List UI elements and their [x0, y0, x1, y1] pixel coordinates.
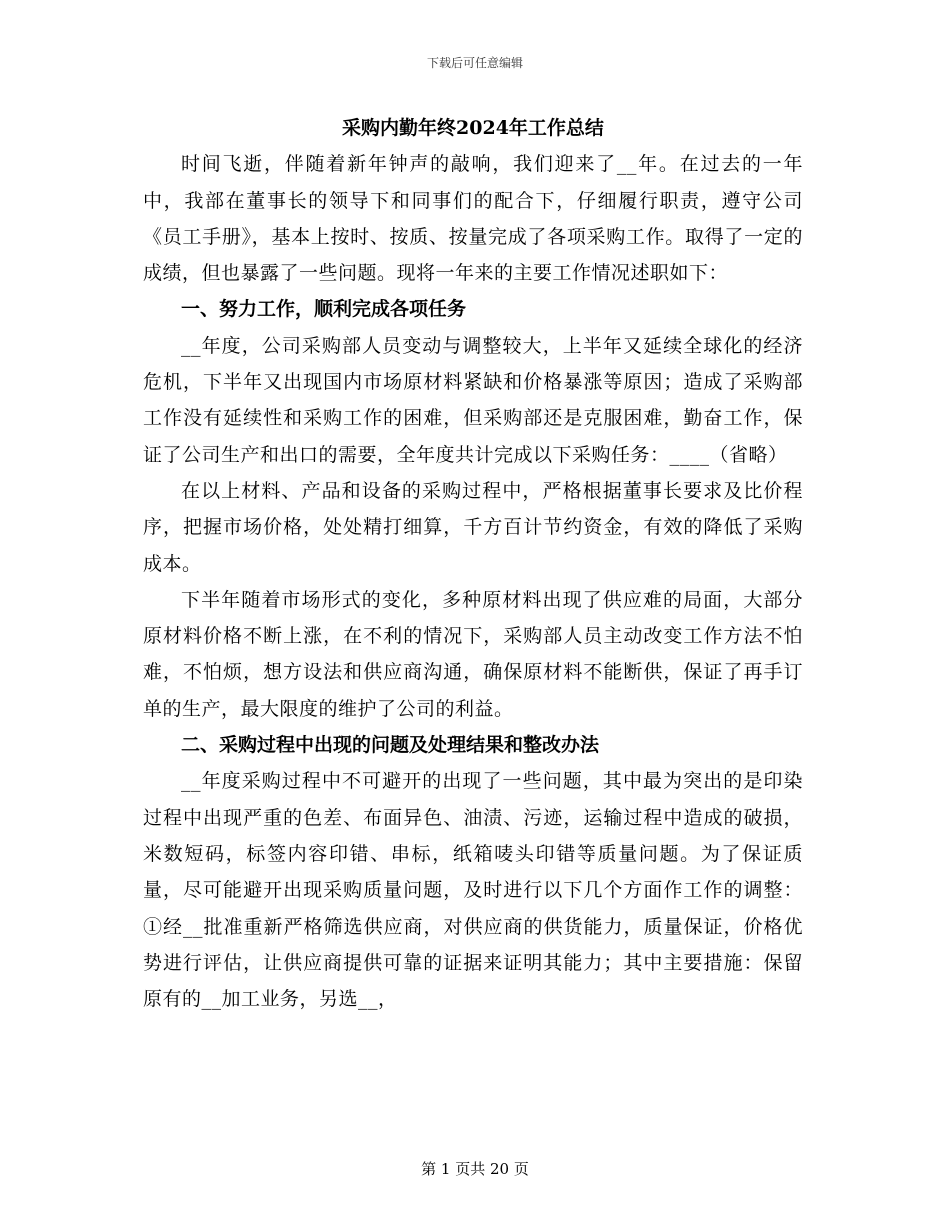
document-title: 采购内勤年终2024年工作总结 [342, 117, 604, 139]
section-heading-2: 二、采购过程中出现的问题及处理结果和整改办法 [181, 734, 600, 757]
paragraph-tasks: __年度，公司采购部人员变动与调整较大，上半年又延续全球化的经济危机，下半年又出现国内市场原材料紧缺和价格暴涨等原因；造成了采购部工作没有延续性和采购工作的困难，但采购部还是克服困难，勤奋工作，保证了公司生产和出口的需要，全年度共计完成以下采购任务：____（省略） [143, 334, 803, 466]
section-heading-1: 一、努力工作，顺利完成各项任务 [181, 298, 467, 321]
page-header: 下载后可任意编辑 [426, 56, 523, 70]
document-body [143, 110, 803, 1017]
paragraph-intro: 时间飞逝，伴随着新年钟声的敲响，我们迎来了__年。在过去的一年中，我部在董事长的领导下和同事们的配合下，仔细履行职责，遵守公司《员工手册》，基本上按时、按质、按量完成了各项采购工作。取得了一定的成绩，但也暴露了一些问题。现将一年来的主要工作情况述职如下： [143, 153, 803, 285]
paragraph-cost: 在以上材料、产品和设备的采购过程中，严格根据董事长要求及比价程序，把握市场价格，处处精打细算，千方百计节约资金，有效的降低了采购成本。 [143, 479, 803, 575]
paragraph-problems: __年度采购过程中不可避开的出现了一些问题，其中最为突出的是印染过程中出现严重的色差、布面异色、油渍、污迹，运输过程中造成的破损，米数短码，标签内容印错、串标，纸箱唛头印错等质量问题。为了保证质量，尽可能避开出现采购质量问题，及时进行以下几个方面作工作的调整：①经__批准重新严格筛选供应商，对供应商的供货能力，质量保证，价格优势进行评估，让供应商提供可靠的证据来证明其能力；其中主要措施：保留原有的__加工业务，另选__， [143, 770, 803, 1011]
paragraph-market: 下半年随着市场形式的变化，多种原材料出现了供应难的局面，大部分原材料价格不断上涨，在不利的情况下，采购部人员主动改变工作方法不怕难，不怕烦，想方设法和供应商沟通，确保原材料不能断供，保证了再手订单的生产，最大限度的维护了公司的利益。 [143, 588, 803, 720]
page-footer: 第 1 页共 20 页 [421, 1160, 529, 1178]
